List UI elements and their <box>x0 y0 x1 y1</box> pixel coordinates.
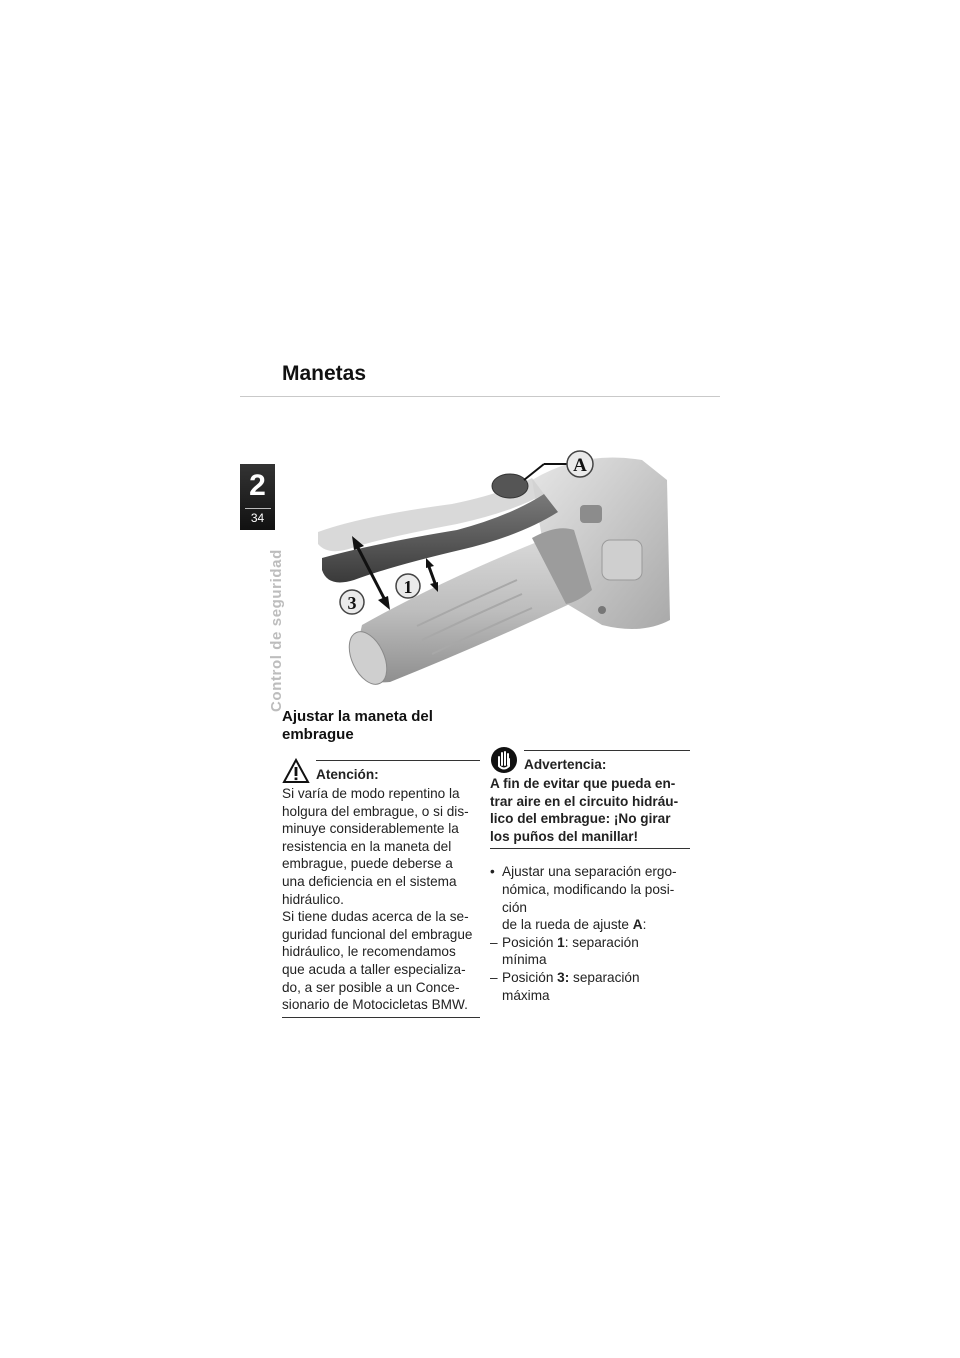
chapter-number: 2 <box>249 469 266 502</box>
caution-line: minuye considerablemente la <box>282 821 459 837</box>
list-item-line: mínima <box>502 952 547 968</box>
caution-bottom-rule <box>282 1017 480 1018</box>
callout-a: A <box>573 455 587 476</box>
warning-line: A fin de evitar que pueda en- <box>490 776 676 791</box>
caution-line: embrague, puede deberse a <box>282 856 453 872</box>
warning-line: trar aire en el circuito hidráu- <box>490 793 679 809</box>
list-item-line <box>502 934 690 952</box>
bullet-mark: • <box>490 864 495 880</box>
position-ref: 3: <box>557 969 570 985</box>
list-item <box>490 969 690 1004</box>
warning-label: Advertencia: <box>524 757 607 773</box>
list-item <box>490 934 690 969</box>
list-item-line: máxima <box>502 987 550 1003</box>
callout-1: 1 <box>403 577 413 597</box>
chapter-tab <box>240 464 275 530</box>
housing-screw <box>598 606 606 614</box>
position-label: Posición <box>502 934 558 950</box>
adjuster-wheel <box>492 474 528 498</box>
position-text: separación <box>569 969 640 985</box>
caution-line: una deficiencia en el sistema <box>282 873 457 889</box>
caution-notice <box>282 758 480 1018</box>
warning-text <box>490 775 690 845</box>
arrow-3-head-bottom <box>378 596 390 610</box>
caution-line: hidráulico. <box>282 891 344 907</box>
dash-mark: – <box>490 969 498 985</box>
list-item <box>490 863 690 933</box>
caution-line: Si tiene dudas acerca de la se- <box>282 909 469 925</box>
warning-bottom-rule <box>490 848 690 849</box>
caution-line: que acuda a taller especializa- <box>282 961 466 977</box>
position-ref: 1 <box>557 934 565 950</box>
caution-line: holgura del embrague, o si dis- <box>282 803 469 819</box>
clutch-lever-illustration <box>282 420 702 710</box>
caution-line: resistencia en la maneta del <box>282 838 452 854</box>
list-item-text: de la rueda de ajuste <box>502 917 633 933</box>
caution-line: guridad funcional del embrague <box>282 926 473 942</box>
section-title: Ajustar la maneta del embrague <box>282 708 433 743</box>
stop-hand-icon <box>490 746 518 774</box>
caution-label: Atención: <box>316 767 379 783</box>
caution-line: sionario de Motocicletas BMW. <box>282 997 468 1013</box>
chapter-side-label: Control de seguridad <box>268 549 285 712</box>
adjuster-ref: A <box>632 917 643 933</box>
warning-line: los puños del manillar! <box>490 828 639 844</box>
callout-3: 3 <box>347 593 357 613</box>
position-text: : separación <box>564 934 639 950</box>
caution-line: hidráulico, le recomendamos <box>282 944 456 960</box>
list-item-colon: : <box>642 917 647 933</box>
list-item-line: nómica, modificando la posi- <box>502 881 675 897</box>
instruction-list <box>490 863 690 1004</box>
clutch-lever-figure <box>282 420 702 710</box>
caution-line: do, a ser posible a un Conce- <box>282 979 460 995</box>
list-item-line: Ajustar una separación ergo- <box>502 864 677 880</box>
list-item-line <box>502 969 690 987</box>
title-divider <box>240 396 720 397</box>
switch-button-small <box>580 505 602 523</box>
warning-top-rule <box>524 750 690 751</box>
arrow-1-head-top <box>426 558 434 568</box>
caution-line: Si varía de modo repentino la <box>282 786 460 801</box>
caution-top-rule <box>316 760 480 761</box>
caution-text <box>282 785 480 1014</box>
page-title: Manetas <box>282 362 367 385</box>
warning-triangle-icon <box>282 758 310 784</box>
arrow-1-shaft <box>428 564 436 586</box>
warning-line: lico del embrague: ¡No girar <box>490 811 671 827</box>
caution-header <box>282 758 480 784</box>
position-label: Posición <box>502 969 558 985</box>
page-number: 34 <box>250 511 265 525</box>
dash-mark: – <box>490 934 498 950</box>
warning-notice <box>490 746 690 1004</box>
list-item-line <box>502 916 690 934</box>
switch-button <box>602 540 642 580</box>
list-item-line: ción <box>502 899 527 915</box>
